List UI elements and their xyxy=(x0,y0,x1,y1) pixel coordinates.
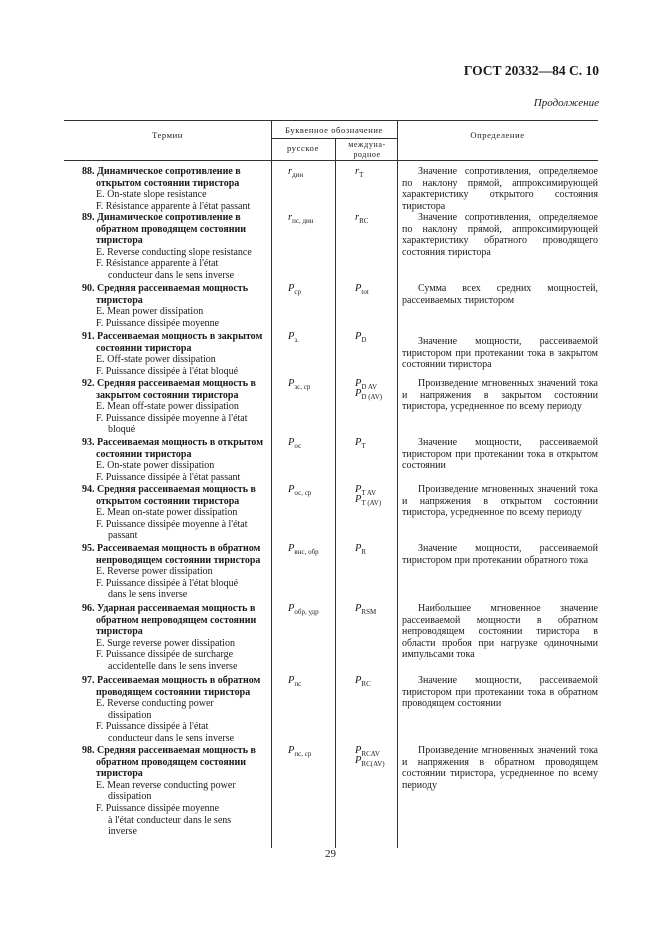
symbol-letter: P xyxy=(355,675,362,686)
symbol-subscript: RSM xyxy=(361,608,377,617)
russian-symbol xyxy=(288,283,301,298)
symbol-letter: r xyxy=(355,166,360,177)
symbol-subscript: пс xyxy=(294,680,302,689)
symbol-subscript: зс, ср xyxy=(294,383,311,392)
symbol-letter: P xyxy=(288,603,295,614)
symbol-letter: P xyxy=(288,378,295,389)
term-translation: à l'état conducteur dans le sens xyxy=(108,814,232,826)
symbol-subscript: D xyxy=(361,336,367,345)
symbol-subscript: ос xyxy=(294,442,302,451)
term-translation: E. Reverse conducting power xyxy=(96,698,214,710)
symbol-subscript: пс, дин xyxy=(292,217,314,226)
symbol-letter: P xyxy=(355,484,362,495)
term-translation: E. Mean off-state power dissipation xyxy=(96,401,239,413)
term-translation: F. Puissance dissipée à l'état bloqué xyxy=(96,577,239,589)
symbol-subscript: T (AV) xyxy=(361,499,382,508)
term-translation: dissipation xyxy=(108,709,152,721)
russian-symbol xyxy=(288,745,311,760)
term-text xyxy=(82,283,272,329)
term-title: 90. Средняя рассеиваемая мощность тиристора xyxy=(82,283,249,306)
symbol-letter: P xyxy=(355,331,362,342)
russian-symbol xyxy=(288,378,310,393)
term-translation: F. Puissance dissipée moyenne à l'état xyxy=(96,412,248,424)
symbols-subheader-rule xyxy=(271,138,397,139)
term-title: 95. Рассеиваемая мощность в обратном непроводящем состоянии тиристора xyxy=(82,543,261,566)
term-translation: F. Puissance dissipée à l'état passant xyxy=(96,471,241,483)
symbol-subscript: D AV xyxy=(361,383,378,392)
symbol-subscript: RC(AV) xyxy=(361,760,385,769)
definition-text: Значение мощности, рассеиваемой тиристором при протекании тока в обратном проводящем состоянии xyxy=(402,675,598,710)
symbol-subscript: пс, ср xyxy=(294,750,312,759)
international-symbol-alt xyxy=(355,755,385,770)
international-symbol xyxy=(355,212,368,227)
symbol-letter: P xyxy=(355,745,362,756)
column-header-definition: Определение xyxy=(470,130,525,140)
definition-text: Значение мощности, рассеиваемой тиристором при протекании тока в открытом состоянии xyxy=(402,437,598,472)
symbol-subscript: T xyxy=(359,171,364,180)
continuation-label: Продолжение xyxy=(533,97,599,109)
symbol-letter: r xyxy=(288,166,293,177)
international-symbol xyxy=(355,331,366,346)
symbol-letter: P xyxy=(355,603,362,614)
symbol-letter: P xyxy=(288,331,295,342)
symbol-letter: P xyxy=(355,755,362,766)
term-title: 93. Рассеиваемая мощность в открытом состоянии тиристора xyxy=(82,437,264,460)
column-header-symbols: Буквенное обозначение xyxy=(285,125,383,135)
international-symbol xyxy=(355,166,363,181)
term-translation: E. On-state power dissipation xyxy=(96,460,215,472)
russian-symbol xyxy=(288,484,311,499)
term-translation: F. Résistance apparente à l'état xyxy=(96,258,219,270)
term-translation: dissipation xyxy=(108,791,152,803)
term-text xyxy=(82,378,272,436)
definition-text: Произведение мгновенных значений тока и напряжения в обратном проводящем состоянии тиристора, усредненное по всему периоду xyxy=(402,745,598,791)
term-title: 92. Средняя рассеиваемая мощность в закрытом состоянии тиристора xyxy=(82,378,256,401)
term-translation: F. Résistance apparente à l'état passant xyxy=(96,200,251,212)
term-translation: conducteur dans le sens inverse xyxy=(108,732,235,744)
term-title: 88. Динамическое сопротивление в открытом состоянии тиристора xyxy=(82,166,241,189)
symbol-subscript: T xyxy=(361,442,366,451)
symbol-letter: P xyxy=(288,675,295,686)
russian-symbol xyxy=(288,543,319,558)
definition-text: Значение сопротивления, определяемое по наклону прямой, аппроксимирующей характеристику обратного проводящего состояния тиристора xyxy=(402,212,598,258)
term-translation: inverse xyxy=(108,826,137,838)
russian-symbol xyxy=(288,331,299,346)
term-text xyxy=(82,212,272,282)
symbol-subscript: ср xyxy=(294,288,302,297)
symbol-subscript: дин xyxy=(292,171,304,180)
term-translation: E. Off-state power dissipation xyxy=(96,354,216,366)
term-translation: conducteur dans le sens inverse xyxy=(108,269,235,281)
term-text xyxy=(82,745,272,838)
symbol-letter: P xyxy=(288,745,295,756)
page-number: 29 xyxy=(325,848,336,860)
definition-text: Наибольшее мгновенное значение рассеиваемой мощности в обратном непроводящем состоянии тиристора в области пробоя при нагрузке одиночными импульсами тока xyxy=(402,603,598,661)
column-header-terms: Термин xyxy=(152,130,183,140)
term-title: 98. Средняя рассеиваемая мощность в обратном проводящем состоянии тиристора xyxy=(82,745,256,780)
symbol-letter: r xyxy=(288,212,293,223)
table-top-rule xyxy=(64,120,598,121)
definition-text: Произведение мгновенных значений тока и напряжения в открытом состоянии тиристора, усредненное по всему периоду xyxy=(402,484,598,519)
column-header-russian: русское xyxy=(287,143,319,153)
term-translation: E. Mean power dissipation xyxy=(96,306,204,318)
term-text xyxy=(82,437,272,483)
international-symbol-alt xyxy=(355,388,382,403)
international-symbol xyxy=(355,437,366,452)
term-translation: F. Puissance dissipée de surcharge xyxy=(96,649,234,661)
term-translation: E. Surge reverse power dissipation xyxy=(96,637,235,649)
term-text xyxy=(82,543,272,601)
symbol-letter: P xyxy=(355,437,362,448)
definition-text: Сумма всех средних мощностей, рассеиваемых тиристором xyxy=(402,283,598,306)
term-translation: accidentelle dans le sens inverse xyxy=(108,660,238,672)
russian-symbol xyxy=(288,212,314,227)
definition-text: Значение мощности, рассеиваемой тиристором при протекании обратного тока xyxy=(402,543,598,566)
symbol-subscript: внс, обр xyxy=(294,548,319,557)
term-title: 91. Рассеиваемая мощность в закрытом состоянии тиристора xyxy=(82,331,263,354)
term-title: 97. Рассеиваемая мощность в обратном проводящем состоянии тиристора xyxy=(82,675,261,698)
term-text xyxy=(82,675,272,745)
symbol-subscript: RCAV xyxy=(361,750,380,759)
symbol-letter: P xyxy=(355,388,362,399)
term-text xyxy=(82,603,272,673)
term-translation: dans le sens inverse xyxy=(108,589,188,601)
symbol-letter: P xyxy=(355,283,362,294)
column-header-international: междуна-родное xyxy=(348,140,386,159)
symbol-subscript: з. xyxy=(294,336,299,345)
term-text xyxy=(82,484,272,542)
definition-text: Значение мощности, рассеиваемой тиристором при протекании тока в закрытом состоянии тиристора xyxy=(402,336,598,371)
term-translation: E. Mean reverse conducting power xyxy=(96,779,236,791)
term-translation: F. Puissance dissipée moyenne xyxy=(96,802,220,814)
term-title: 89. Динамическое сопротивление в обратном проводящем состоянии тиристора xyxy=(82,212,247,247)
international-symbol xyxy=(355,603,376,618)
international-symbol-alt xyxy=(355,494,381,509)
symbol-subscript: RC xyxy=(359,217,369,226)
term-translation: E. On-state slope resistance xyxy=(96,189,207,201)
symbol-letter: P xyxy=(288,543,295,554)
symbol-letter: P xyxy=(355,543,362,554)
column-divider-definition xyxy=(397,120,398,848)
russian-symbol xyxy=(288,675,301,690)
symbol-letter: P xyxy=(288,437,295,448)
term-text xyxy=(82,331,272,377)
term-translation: bloqué xyxy=(108,424,136,436)
term-translation: F. Puissance dissipée moyenne xyxy=(96,317,220,329)
symbol-letter: P xyxy=(288,484,295,495)
symbol-subscript: D (AV) xyxy=(361,393,383,402)
term-translation: E. Reverse conducting slope resistance xyxy=(96,246,252,258)
russian-symbol xyxy=(288,166,303,181)
symbol-subscript: обр, удр xyxy=(294,608,319,617)
international-symbol xyxy=(355,675,371,690)
symbol-letter: P xyxy=(355,494,362,505)
russian-symbol xyxy=(288,603,319,618)
russian-symbol xyxy=(288,437,301,452)
term-title: 94. Средняя рассеиваемая мощность в открытом состоянии тиристора xyxy=(82,484,256,507)
symbol-subscript: R xyxy=(361,548,367,557)
term-title: 96. Ударная рассеиваемая мощность в обратном непроводящем состоянии тиристора xyxy=(82,603,257,638)
international-symbol xyxy=(355,543,366,558)
symbol-subscript: T AV xyxy=(361,489,377,498)
column-divider-symbols xyxy=(335,138,336,848)
international-symbol xyxy=(355,283,369,298)
symbol-subscript: RC xyxy=(361,680,371,689)
definition-text: Произведение мгновенных значений тока и напряжения в закрытом состоянии тиристора, усредненное по всему периоду xyxy=(402,378,598,413)
term-text xyxy=(82,166,272,212)
symbol-letter: r xyxy=(355,212,360,223)
term-translation: E. Mean on-state power dissipation xyxy=(96,507,238,519)
symbol-subscript: ос, ср xyxy=(294,489,312,498)
term-translation: F. Puissance dissipée à l'état bloqué xyxy=(96,365,239,377)
symbol-letter: P xyxy=(288,283,295,294)
term-translation: passant xyxy=(108,530,138,542)
term-translation: F. Puissance dissipée à l'état xyxy=(96,721,209,733)
standard-header: ГОСТ 20332—84 С. 10 xyxy=(463,63,599,78)
term-translation: E. Reverse power dissipation xyxy=(96,566,213,578)
term-translation: F. Puissance dissipée moyenne à l'état xyxy=(96,518,248,530)
symbol-letter: P xyxy=(355,378,362,389)
definition-text: Значение сопротивления, определяемое по наклону прямой, аппроксимирующей характеристику открытого состояния тиристора xyxy=(402,166,598,212)
symbol-subscript: tot xyxy=(361,288,369,297)
table-header-bottom-rule xyxy=(64,160,598,161)
